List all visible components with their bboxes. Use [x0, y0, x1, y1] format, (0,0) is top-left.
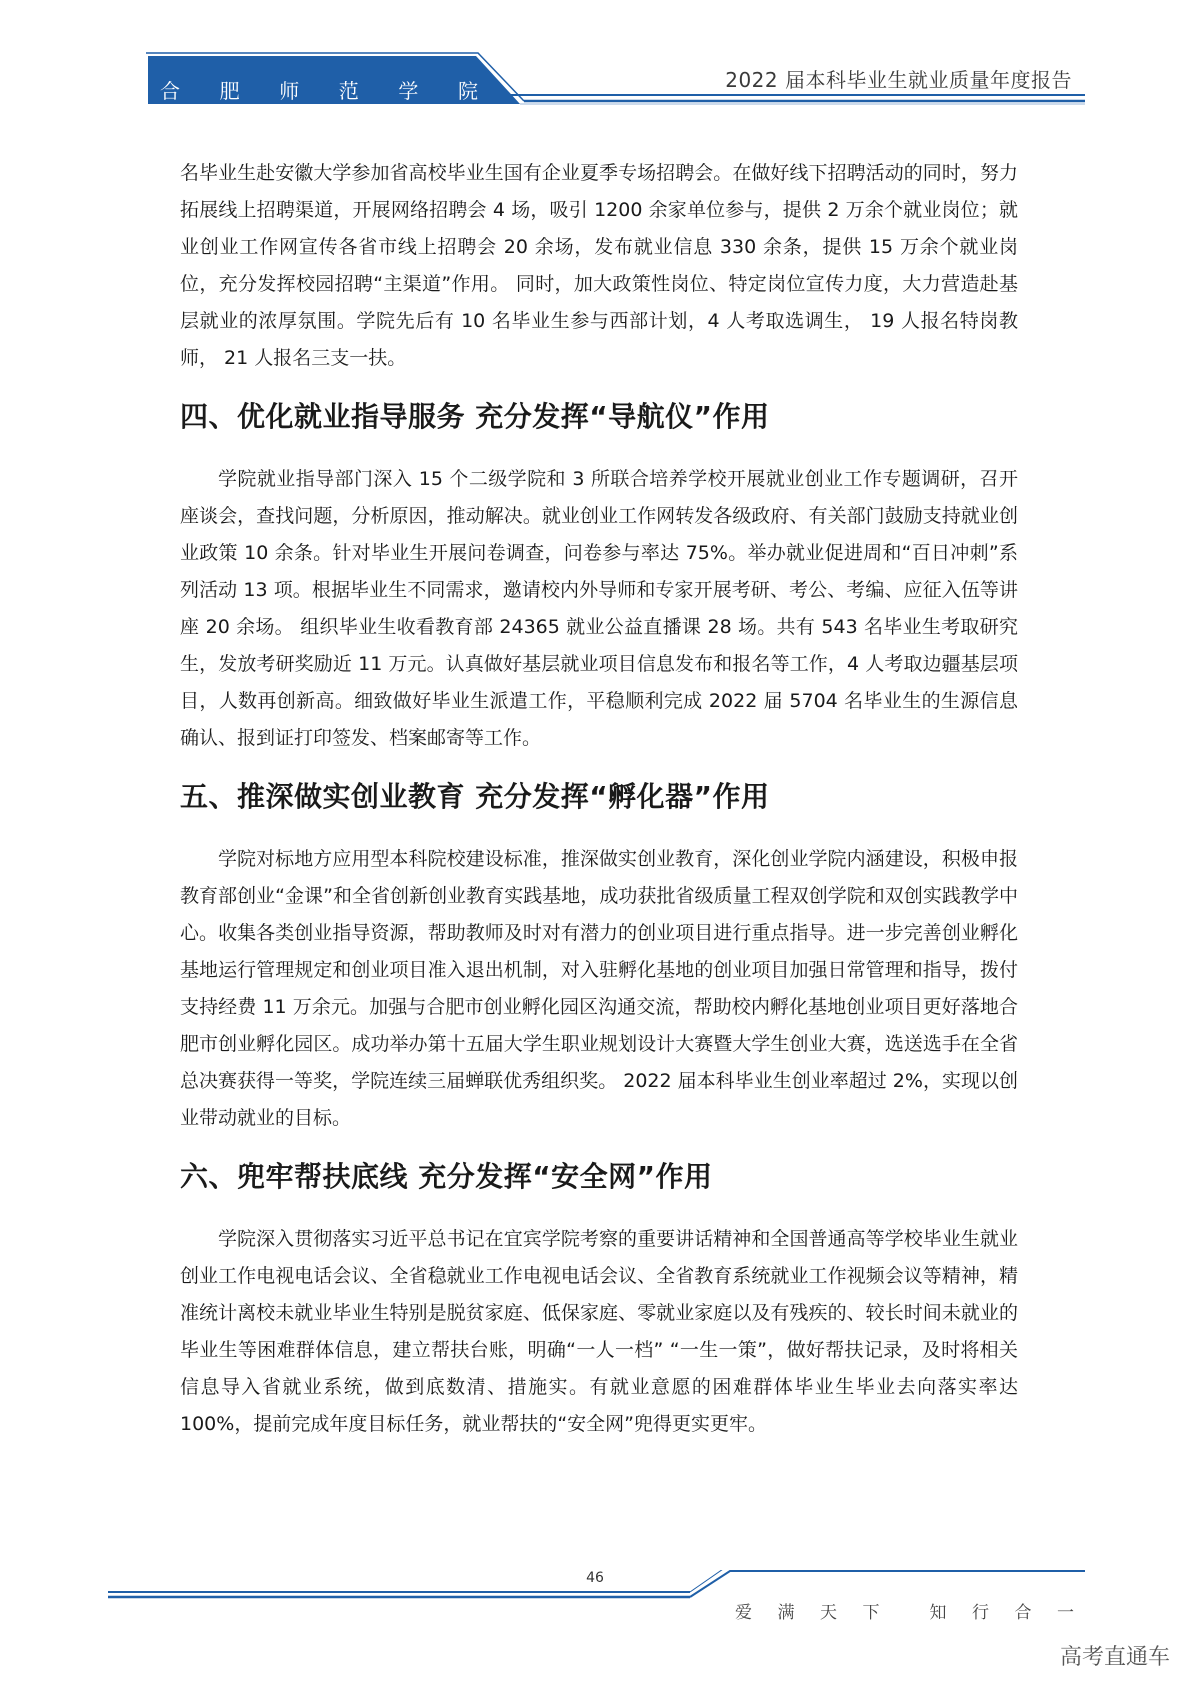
footer-motto: [735, 1598, 1075, 1623]
school-char: 合: [160, 78, 182, 103]
section-heading-6: 六、兜牢帮扶底线 充分发挥“安全网”作用: [180, 1160, 713, 1193]
section-heading-5: 五、推深做实创业教育 充分发挥“孵化器”作用: [180, 780, 770, 813]
section-paragraph-6: 学院深入贯彻落实习近平总书记在宜宾学院考察的重要讲话精神和全国普通高等学校毕业生就业创业工作电视电话会议、全省稳就业工作电视电话会议、全省教育系统就业工作视频会议等精神，精准统计离校未就业毕业生特别是脱贫家庭、低保家庭、零就业家庭以及有残疾的、较长时间未就业的毕业生等困难群体信息，建立帮扶台账，明确“一人一档” “一生一策”，做好帮扶记录，及时将相关信息导入省就业系统，做到底数清、措施实。有就业意愿的困难群体毕业生毕业去向落实率达 100%，提前完成年度目标任务，就业帮扶的“安全网”兜得更实更牢。: [180, 1228, 1018, 1435]
motto-char: 天: [820, 1603, 838, 1623]
report-title: 2022 届本科毕业生就业质量年度报告: [725, 68, 1072, 92]
school-name: [160, 72, 480, 106]
document-body: [180, 155, 1018, 1443]
motto-char: 行: [972, 1603, 990, 1623]
watermark: 高考直通车: [1059, 1645, 1170, 1670]
school-char: 范: [338, 78, 361, 103]
motto-char: 下: [862, 1603, 881, 1623]
page-number: 46: [586, 1570, 604, 1586]
page-header: [0, 0, 1190, 120]
school-char: 学: [398, 78, 421, 103]
motto-char: 一: [1057, 1603, 1075, 1623]
intro-paragraph: 名毕业生赴安徽大学参加省高校毕业生国有企业夏季专场招聘会。在做好线下招聘活动的同时，努力拓展线上招聘渠道，开展网络招聘会 4 场，吸引 1200 余家单位参与，提供 2 万余个就业岗位；就业创业工作网宣传各省市线上招聘会 20 余场，发布就业信息 330 余条，提供 15 万余个就业岗位，充分发挥校园招聘“主渠道”作用。 同时，加大政策性岗位、特定岗位宣传力度，大力营造赴基层就业的浓厚氛围。学院先后有 10 名毕业生参与西部计划，4 人考取选调生， 19 人报名特岗教师， 21 人报名三支一扶。: [180, 162, 1018, 369]
motto-char: 满: [777, 1603, 796, 1623]
motto-char: 合: [1014, 1603, 1033, 1623]
section-paragraph-4: 学院就业指导部门深入 15 个二级学院和 3 所联合培养学校开展就业创业工作专题调研，召开座谈会，查找问题，分析原因，推动解决。就业创业工作网转发各级政府、有关部门鼓励支持就业创业政策 10 余条。针对毕业生开展问卷调查，问卷参与率达 75%。举办就业促进周和“百日冲刺”系列活动 13 项。根据毕业生不同需求，邀请校内外导师和专家开展考研、考公、考编、应征入伍等讲座 20 余场。 组织毕业生收看教育部 24365 就业公益直播课 28 场。共有 543 名毕业生考取研究生，发放考研奖励近 11 万元。认真做好基层就业项目信息发布和报名等工作，4 人考取边疆基层项目，人数再创新高。细致做好毕业生派遣工作，平稳顺利完成 2022 届 5704 名毕业生的生源信息确认、报到证打印签发、档案邮寄等工作。: [180, 468, 1018, 749]
school-char: 师: [279, 78, 302, 103]
motto-char: 知: [929, 1603, 948, 1623]
school-char: 肥: [219, 78, 242, 103]
school-char: 院: [457, 78, 480, 103]
motto-char: 爱: [735, 1603, 753, 1623]
section-heading-4: 四、优化就业指导服务 充分发挥“导航仪”作用: [180, 400, 770, 433]
section-paragraph-5: 学院对标地方应用型本科院校建设标准，推深做实创业教育，深化创业学院内涵建设，积极申报教育部创业“金课”和全省创新创业教育实践基地，成功获批省级质量工程双创学院和双创实践教学中心。收集各类创业指导资源，帮助教师及时对有潜力的创业项目进行重点指导。进一步完善创业孵化基地运行管理规定和创业项目准入退出机制，对入驻孵化基地的创业项目加强日常管理和指导，拨付支持经费 11 万余元。加强与合肥市创业孵化园区沟通交流，帮助校内孵化基地创业项目更好落地合肥市创业孵化园区。成功举办第十五届大学生职业规划设计大赛暨大学生创业大赛，选送选手在全省总决赛获得一等奖，学院连续三届蝉联优秀组织奖。 2022 届本科毕业生创业率超过 2%，实现以创业带动就业的目标。: [180, 848, 1018, 1129]
